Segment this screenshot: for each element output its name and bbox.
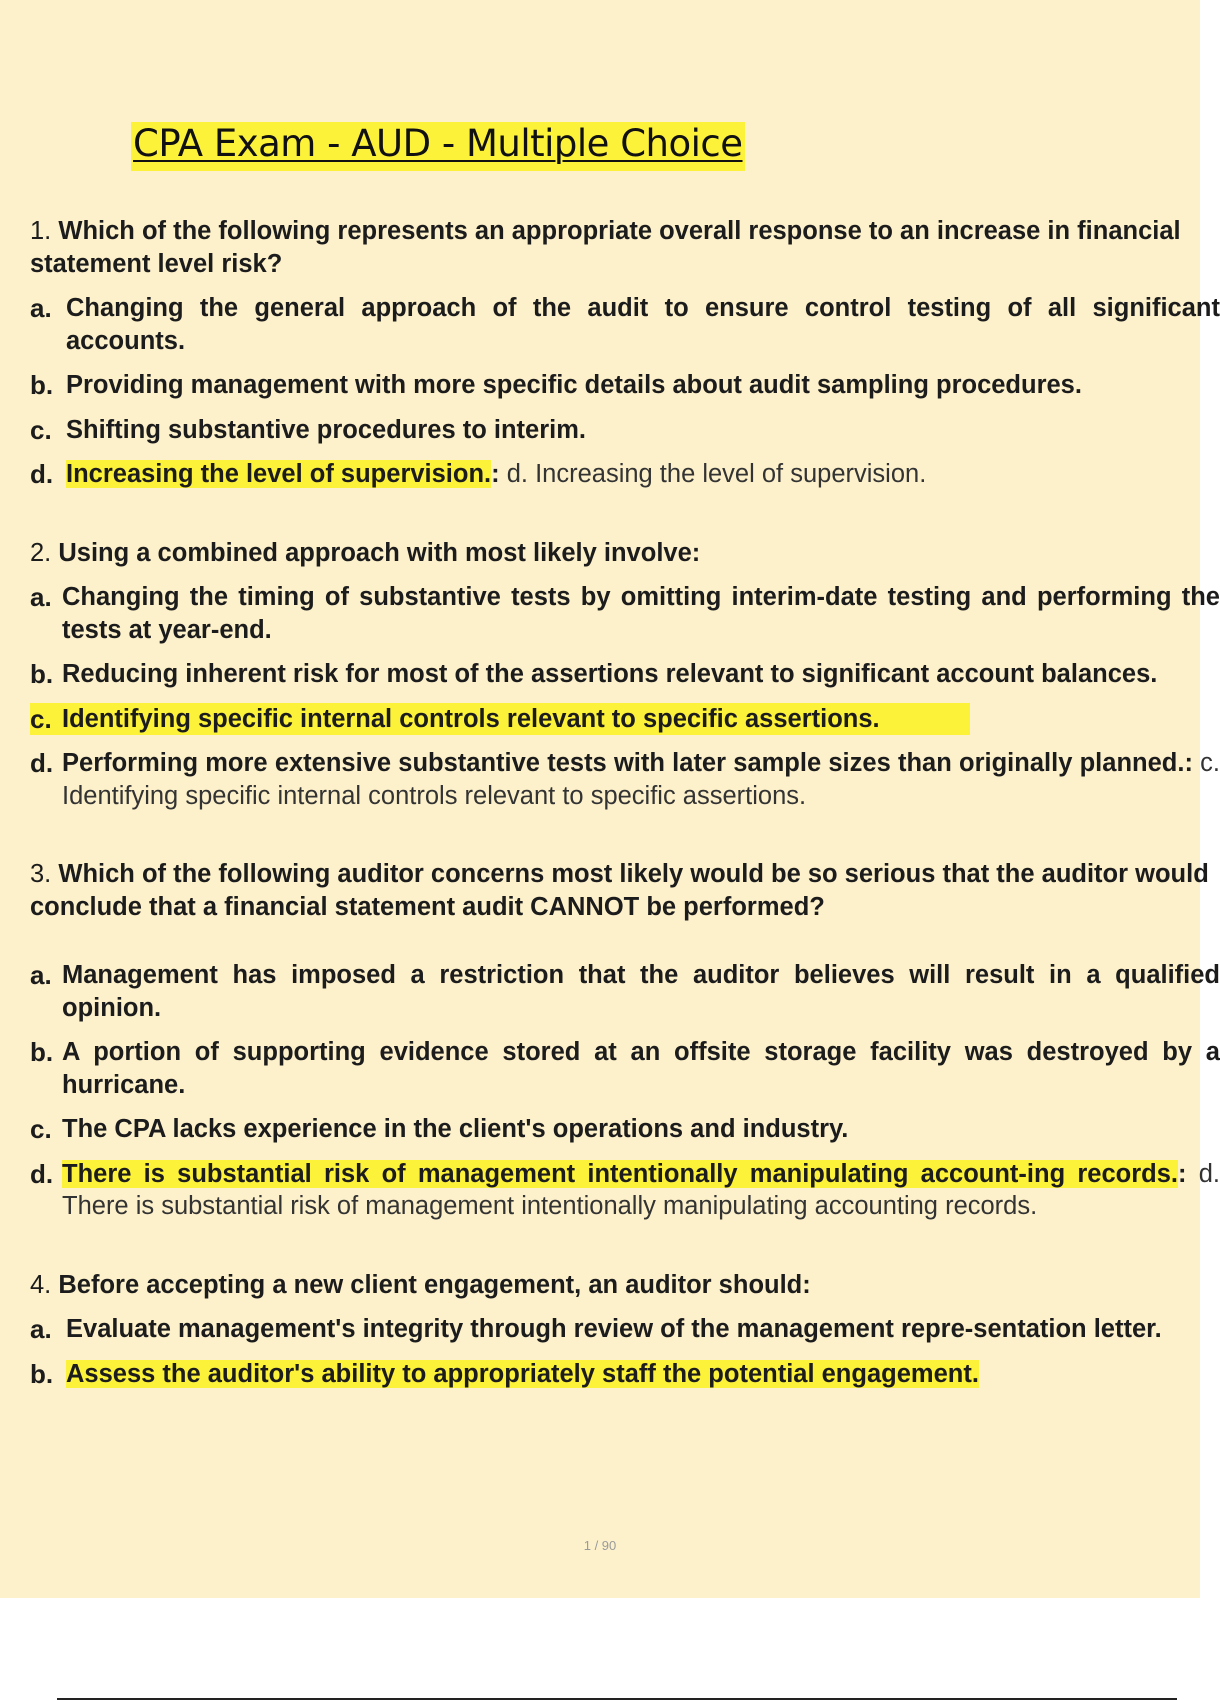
option-text: Evaluate management's integrity through review of the management repre-sentation letter.: [66, 1315, 1162, 1343]
question-number: 1.: [30, 217, 52, 245]
answer-text: d. Increasing the level of supervision.: [506, 460, 927, 488]
page-indicator: 1 / 90: [583, 1538, 617, 1553]
correct-option-text: Identifying specific internal controls relevant to specific assertions.: [62, 704, 880, 733]
question-text: Which of the following represents an appropriate overall response to an increase in financial statement level risk?: [30, 217, 1181, 278]
option-2a: [30, 581, 1220, 646]
question-number: 4.: [30, 1270, 52, 1299]
option-text: Providing management with more specific details about audit sampling procedures.: [66, 371, 1082, 399]
question-4: [30, 1269, 1220, 1302]
question-3: [30, 858, 1220, 923]
answer-text: c. Identifying specific internal controls relevant to specific assertions.: [62, 749, 1220, 810]
option-1d: d. Increasing the level of supervision.: d. Increasing the level of supervision.: [30, 459, 927, 489]
option-letter: a.: [30, 1314, 52, 1344]
document-title: CPA Exam - AUD - Multiple Choice: [131, 122, 745, 171]
option-letter: a.: [30, 582, 52, 612]
question-number: 2.: [30, 538, 52, 567]
option-letter: c.: [30, 414, 52, 445]
option-letter: b.: [30, 1358, 54, 1389]
option-3d: d. There is substantial risk of management intentionally manipulating account-ing records.: d. There is substantial risk of management intentionally manipulating accounting records.: [30, 1158, 1220, 1223]
option-letter: d.: [30, 459, 54, 489]
option-3a: [30, 959, 1220, 1024]
option-text: Performing more extensive substantive tests with later sample sizes than originally planned.: [62, 749, 1185, 777]
option-text: Changing the general approach of the audit to ensure control testing of all significant accounts.: [66, 294, 1220, 355]
question-text: Using a combined approach with most likely involve:: [58, 538, 701, 567]
option-3b: [30, 1036, 1220, 1101]
option-2c-correct: [30, 703, 970, 736]
question-number: 3.: [30, 860, 52, 888]
option-text: Reducing inherent risk for most of the assertions relevant to significant account balances.: [62, 660, 1158, 688]
option-letter: a.: [30, 293, 52, 323]
option-1c: [30, 414, 1220, 447]
question-2: [30, 537, 1220, 570]
option-2d: d. Performing more extensive substantive tests with later sample sizes than originally planned.: c. Identifying specific internal controls relevant to specific assertions.: [30, 747, 1220, 812]
option-letter: b.: [30, 1037, 54, 1067]
option-1b: [30, 369, 1220, 402]
question-text: Before accepting a new client engagement, an auditor should:: [58, 1270, 811, 1299]
option-letter: b.: [30, 659, 54, 689]
correct-option-text: Assess the auditor's ability to appropriately staff the potential engagement.: [66, 1359, 979, 1388]
option-letter: b.: [30, 370, 54, 400]
question-text: Which of the following auditor concerns most likely would be so serious that the auditor would conclude that a financial statement audit CANNOT be performed?: [30, 860, 1209, 921]
answer-text: d. There is substantial risk of management intentionally manipulating accounting records.: [62, 1159, 1220, 1220]
correct-option-text: There is substantial risk of management intentionally manipulating account-ing records.: [62, 1159, 1179, 1188]
correct-option-text: Increasing the level of supervision.: [66, 460, 492, 488]
option-text: Management has imposed a restriction that the auditor believes will result in a qualified opinion.: [62, 961, 1220, 1022]
option-2b: [30, 658, 1220, 691]
option-text: A portion of supporting evidence stored at an offsite storage facility was destroyed by a hurricane.: [62, 1038, 1220, 1099]
option-4b: [30, 1358, 1220, 1391]
option-4a: [30, 1313, 1220, 1346]
option-text: Shifting substantive procedures to interim.: [66, 415, 586, 444]
option-letter: c.: [30, 703, 52, 734]
option-letter: d.: [30, 1158, 54, 1189]
question-1: [30, 215, 1220, 280]
option-text: Changing the timing of substantive tests by omitting interim-date testing and performing the tests at year-end.: [62, 583, 1220, 644]
option-1a: [30, 292, 1220, 357]
option-letter: d.: [30, 748, 54, 778]
option-letter: a.: [30, 960, 52, 990]
option-text: The CPA lacks experience in the client's operations and industry.: [62, 1115, 849, 1143]
option-letter: c.: [30, 1114, 52, 1144]
option-3c: [30, 1113, 1220, 1146]
document-content: [30, 215, 1220, 1402]
